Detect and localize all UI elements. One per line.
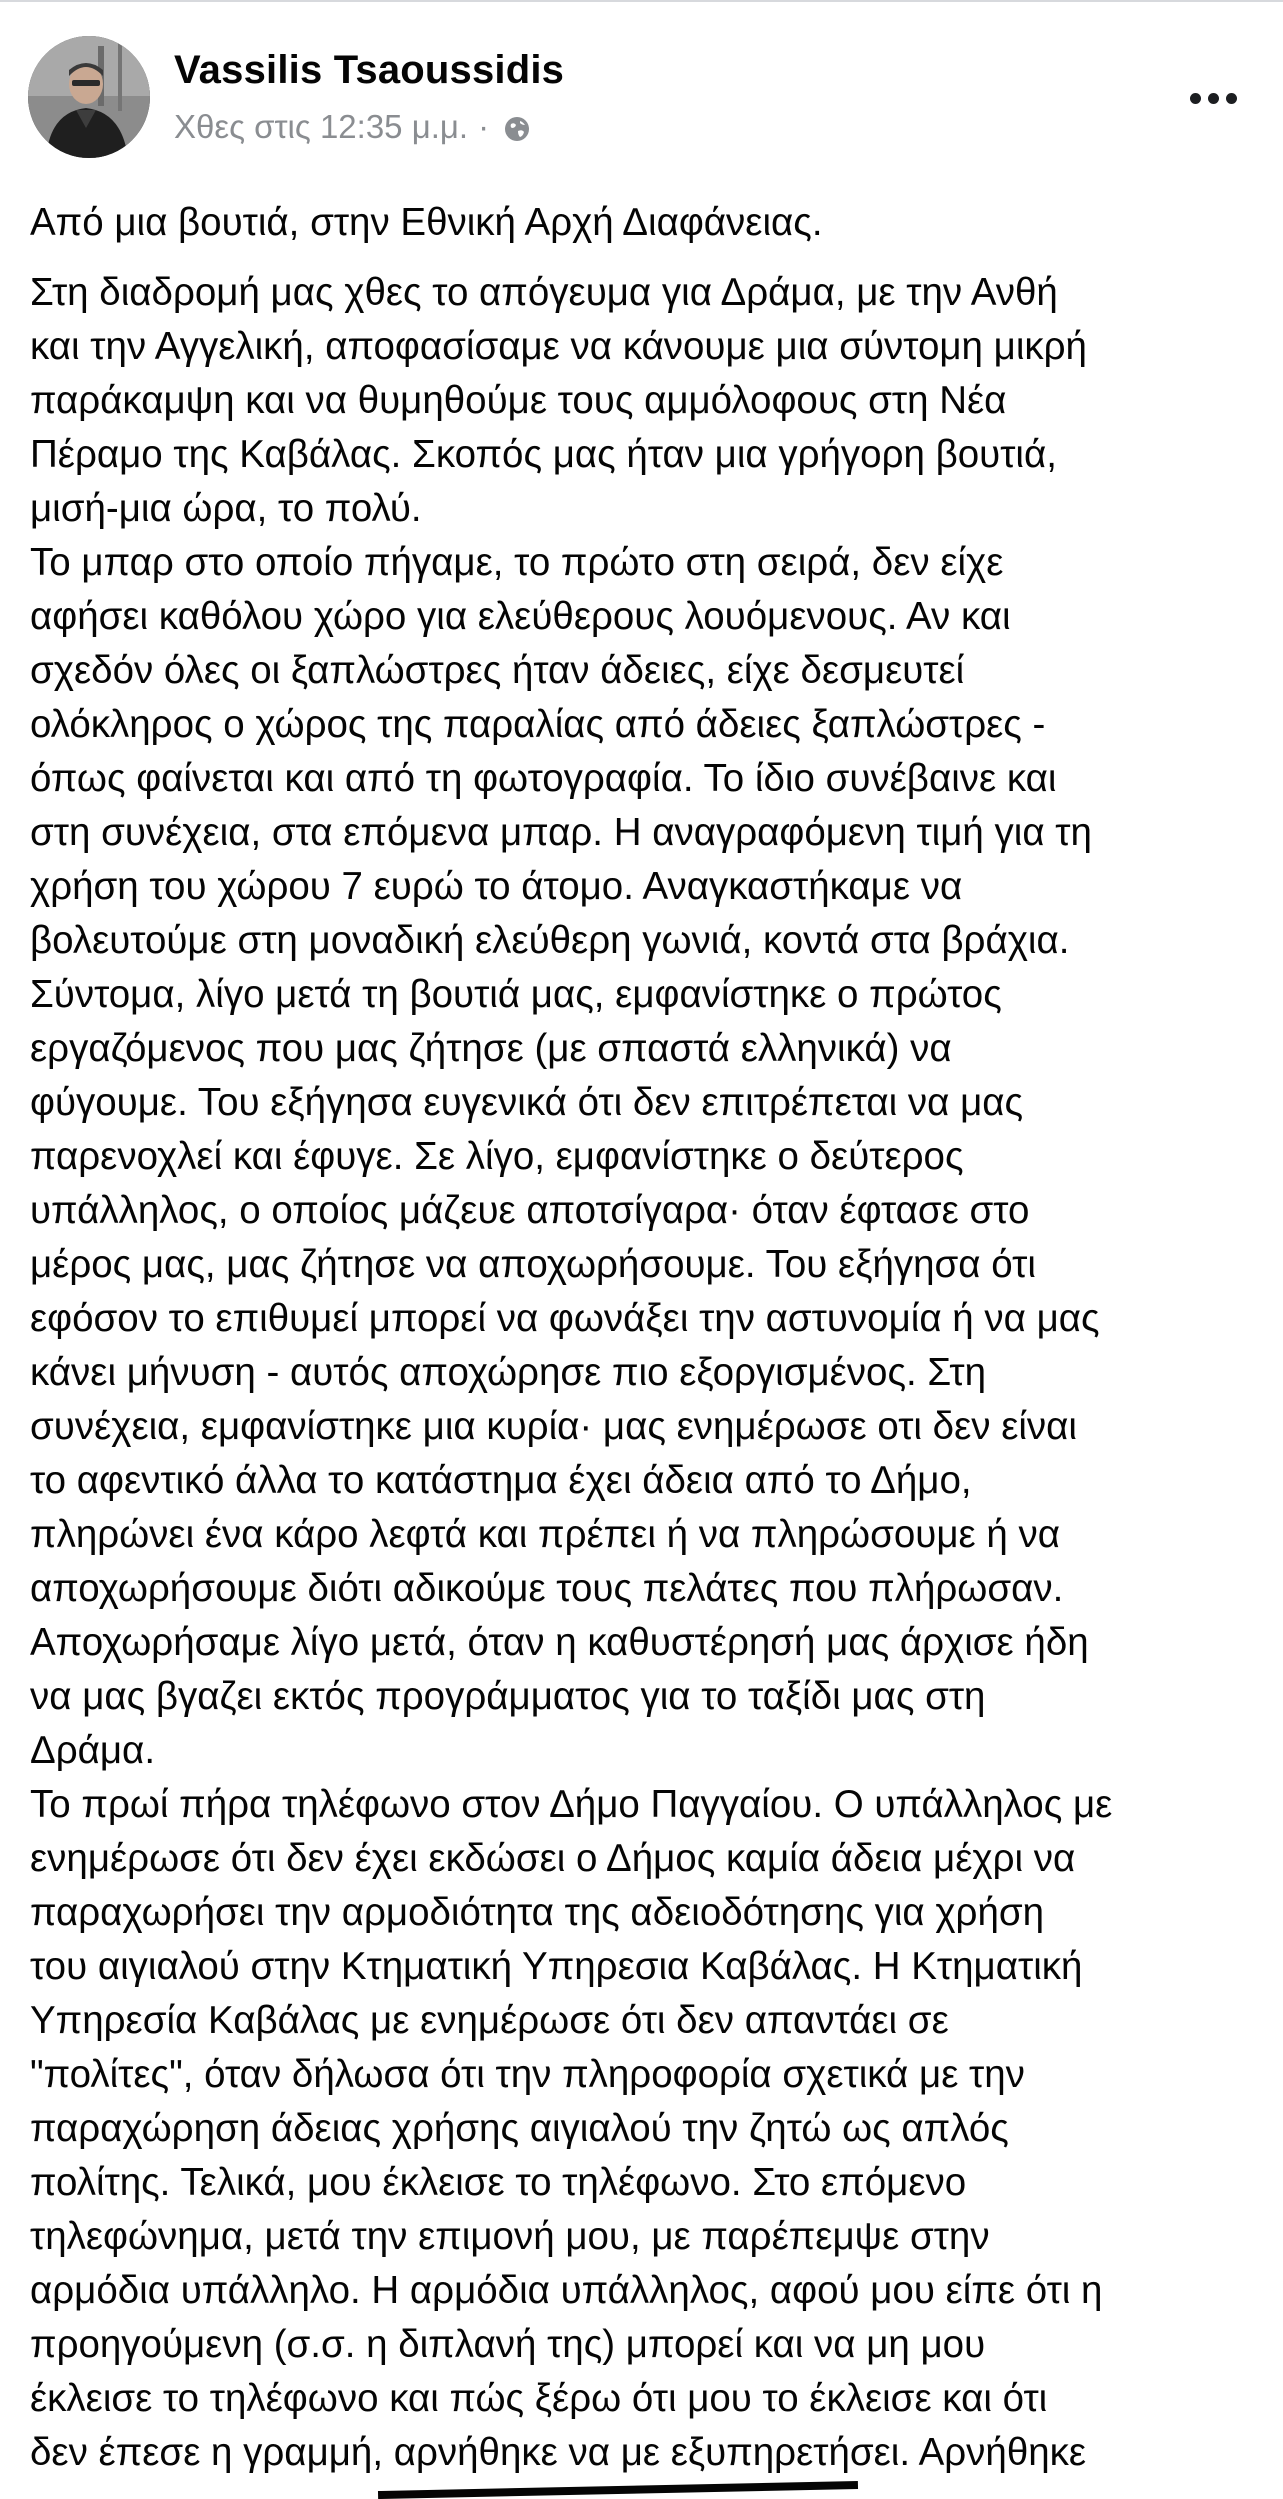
post-body-lines	[30, 266, 1265, 2480]
author-name[interactable]: Vassilis Tsaoussidis	[174, 48, 565, 92]
post-text	[30, 196, 1265, 2480]
post-body-line: παρενοχλεί και έφυγε. Σε λίγο, εμφανίστηκε ο δεύτερος	[30, 1135, 964, 1178]
author-avatar[interactable]	[28, 36, 150, 158]
post-body-line: Σύντομα, λίγο μετά τη βουτιά μας, εμφανίστηκε ο πρώτος	[30, 973, 1002, 1016]
post-body-line: αποχωρήσουμε διότι αδικούμε τους πελάτες που πλήρωσαν.	[30, 1567, 1064, 1610]
post-body-line: το αφεντικό άλλα το κατάστημα έχει άδεια από το Δήμο,	[30, 1459, 972, 1502]
post-body-line: τηλεφώνημα, μετά την επιμονή μου, με παρέπεμψε στην	[30, 2215, 990, 2258]
post-body-line: παραχώρηση άδειας χρήσης αιγιαλού την ζητώ ως απλός	[30, 2107, 1009, 2150]
post-body-line: φύγουμε. Του εξήγησα ευγενικά ότι δεν επιτρέπεται να μας	[30, 1081, 1024, 1124]
post-body-line: πολίτης. Τελικά, μου έκλεισε το τηλέφωνο. Στο επόμενο	[30, 2161, 967, 2204]
post-body-line: μέρος μας, μας ζήτησε να αποχωρήσουμε. Του εξήγησα ότι	[30, 1243, 1036, 1286]
post-body-line: παραχωρήσει την αρμοδιότητα της αδειοδότησης για χρήση	[30, 1891, 1045, 1934]
post-body-line: και την Αγγελική, αποφασίσαμε να κάνουμε μια σύντομη μικρή	[30, 325, 1087, 368]
post-body-line: σχεδόν όλες οι ξαπλώστρες ήταν άδειες, είχε δεσμευτεί	[30, 649, 965, 692]
post-body-line: ενημέρωσε ότι δεν έχει εκδώσει ο Δήμος καμία άδεια μέχρι να	[30, 1837, 1076, 1880]
post-body-line: εφόσον το επιθυμεί μπορεί να φωνάξει την αστυνομία ή να μας	[30, 1297, 1100, 1340]
post-body-line: Στη διαδρομή μας χθες το απόγευμα για Δράμα, με την Ανθή	[30, 271, 1058, 314]
more-options-button[interactable]	[1183, 78, 1243, 118]
post-body-line: υπάλληλος, ο οποίος μάζευε αποτσίγαρα· όταν έφτασε στο	[30, 1189, 1030, 1232]
post-body-line: "πολίτες", όταν δήλωσα ότι την πληροφορία σχετικά με την	[30, 2053, 1025, 2096]
post-body-line: να μας βγαζει εκτός προγράμματος για το ταξίδι μας στη	[30, 1675, 986, 1718]
meta-separator: ·	[478, 108, 490, 145]
post-body-line: Δράμα.	[30, 1729, 156, 1772]
post-body-line: αφήσει καθόλου χώρο για ελεύθερους λουόμενους. Αν και	[30, 595, 1011, 638]
post-body-line: Πέραμο της Καβάλας. Σκοπός μας ήταν μια γρήγορη βουτιά,	[30, 433, 1057, 476]
post-title-line: Από μια βουτιά, στην Εθνική Αρχή Διαφάνειας.	[30, 201, 823, 244]
globe-icon[interactable]	[503, 113, 531, 141]
post-body-line: Υπηρεσία Καβάλας με ενημέρωσε ότι δεν απαντάει σε	[30, 1999, 949, 2042]
post-body-line: προηγούμενη (σ.σ. η διπλανή της) μπορεί και να μη μου	[30, 2323, 986, 2366]
post-body-line: παράκαμψη και να θυμηθούμε τους αμμόλοφους στη Νέα	[30, 379, 1007, 422]
post-body-line: πληρώνει ένα κάρο λεφτά και πρέπει ή να πληρώσουμε ή να	[30, 1513, 1060, 1556]
post-body-line: χρήση του χώρου 7 ευρώ το άτομο. Αναγκαστήκαμε να	[30, 865, 963, 908]
post-body-line: του αιγιαλού στην Κτηματική Υπηρεσια Καβάλας. Η Κτηματική	[30, 1945, 1083, 1988]
post-body-line: αρμόδια υπάλληλο. Η αρμόδια υπάλληλος, αφού μου είπε ότι η	[30, 2269, 1103, 2312]
post-header	[0, 30, 1283, 170]
post-body-line: ολόκληρος ο χώρος της παραλίας από άδειες ξαπλώστρες -	[30, 703, 1046, 746]
post-body-line: δεν έπεσε η γραμμή, αρνήθηκε να με εξυπηρετήσει. Αρνήθηκε	[30, 2431, 1087, 2474]
post-body-line: Το πρωί πήρα τηλέφωνο στον Δήμο Παγγαίου. Ο υπάλληλος με	[30, 1783, 1113, 1826]
more-dot-icon	[1226, 93, 1237, 104]
more-dot-icon	[1208, 93, 1219, 104]
post-meta	[174, 108, 531, 146]
redaction-mark	[378, 2481, 858, 2499]
post-body-line: στη συνέχεια, στα επόμενα μπαρ. Η αναγραφόμενη τιμή για τη	[30, 811, 1092, 854]
post-timestamp[interactable]: Χθες στις 12:35 μ.μ.	[174, 108, 469, 145]
post-body-line: Το μπαρ στο οποίο πήγαμε, το πρώτο στη σειρά, δεν είχε	[30, 541, 1004, 584]
post-body-line: εργαζόμενος που μας ζήτησε (με σπαστά ελληνικά) να	[30, 1027, 952, 1070]
avatar-photo	[28, 36, 150, 158]
post-body-line: Αποχωρήσαμε λίγο μετά, όταν η καθυστέρησή μας άρχισε ήδη	[30, 1621, 1089, 1664]
post-body-line: κάνει μήνυση - αυτός αποχώρησε πιο εξοργισμένος. Στη	[30, 1351, 986, 1394]
post-body-line: όπως φαίνεται και από τη φωτογραφία. Το ίδιο συνέβαινε και	[30, 757, 1057, 800]
post-body-line: έκλεισε το τηλέφωνο και πώς ξέρω ότι μου το έκλεισε και ότι	[30, 2377, 1048, 2420]
post-body-line: μισή-μια ώρα, το πολύ.	[30, 487, 422, 530]
post-body-line: βολευτούμε στη μοναδική ελεύθερη γωνιά, κοντά στα βράχια.	[30, 919, 1070, 962]
post-body-line: συνέχεια, εμφανίστηκε μια κυρία· μας ενημέρωσε οτι δεν είναι	[30, 1405, 1077, 1448]
top-divider	[0, 0, 1283, 2]
more-dot-icon	[1190, 93, 1201, 104]
